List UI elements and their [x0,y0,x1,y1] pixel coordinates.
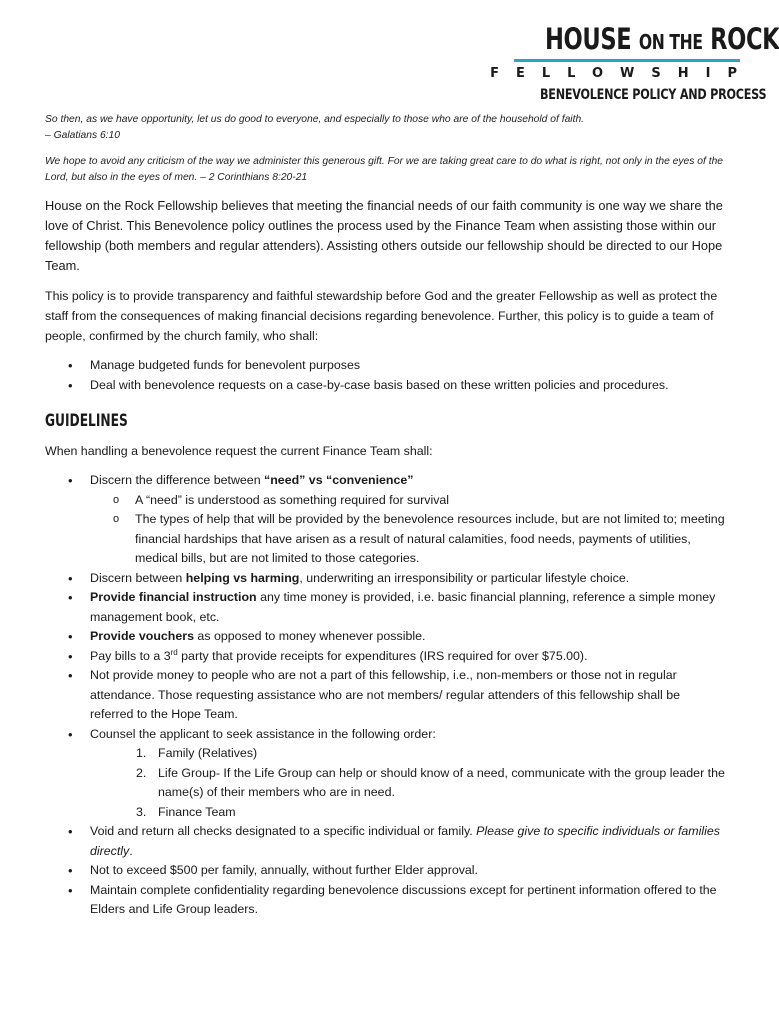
list-item: 2. Life Group- If the Life Group can help or should know of a need, communicate with the group leader the name(s) of their members who are in need. [136,765,725,799]
fellowship-logo [490,22,779,104]
list-item: • Not to exceed $500 per family, annually, without further Elder approval. [90,861,725,881]
list-item: • Manage budgeted funds for benevolent purposes [90,356,725,376]
list-item: o A “need” is understood as something required for survival [135,491,725,511]
scripture-galatians: So then, as we have opportunity, let us do good to everyone, and especially to those who are of the household of faith. – Galatians 6:10 [45,114,585,141]
list-item: 1. Family (Relatives) [136,746,258,760]
list-item: • Discern the difference between “need” vs “convenience” o A “need” is understood as something required for survival o The types of help that will be provided by the benevolence resources include, but are not limited to; meeting financial hardships that have arisen as a result of natural calamities, food needs, payments of utilities, medical bills, but are not limited to those categories. [90,471,725,569]
list-item: 3. Finance Team [136,804,236,819]
policy-purpose-paragraph: This policy is to provide transparency and faithful stewardship before God and the greater Fellowship as well as protect the staff from the consequences of making financial decisions regarding benevolence. Further, this policy is to guide a team of people, confirmed by the church family, who shall: [45,289,718,343]
list-item: • Pay bills to a 3rd party that provide receipts for expenditures (IRS required for over $75.00). [90,647,725,667]
logo-subtitle: FELLOWSHIP [490,66,754,81]
need-definition-list [90,491,725,569]
guidelines-list [45,471,725,920]
document-body [45,112,725,934]
scripture-corinthians: We hope to avoid any criticism of the way we administer this generous gift. For we are taking great care to do what is right, not only in the eyes of the Lord, but also in the eyes of men. – 2 Corinthians 8:20-21 [45,156,724,183]
guidelines-heading: GUIDELINES [45,411,128,431]
logo-accent-rule [514,59,740,62]
list-item: • Not provide money to people who are not a part of this fellowship, i.e., non-members or those not in regular attendance. Those requesting assistance who are not members/ regular attenders of this fellowship shall be referred to the Hope Team. [90,666,725,725]
list-item: • Void and return all checks designated to a specific individual or family. Please give to specific individuals or families directly. [90,822,725,861]
list-item: • Provide financial instruction any time money is provided, i.e. basic financial planning, reference a simple money management book, etc. [90,588,725,627]
list-item: • Deal with benevolence requests on a case-by-case basis based on these written policies and procedures. [90,376,725,396]
list-item: • Counsel the applicant to seek assistance in the following order: 1. Family (Relatives) 2. Life Group- If the Life Group can help or should know of a need, communicate with the group leader the name(s) of their members who are in need. 3. Finance Team [90,725,725,823]
list-item: • Discern between helping vs harming, underwriting an irresponsibility or particular lifestyle choice. [90,569,725,589]
intro-paragraph: House on the Rock Fellowship believes that meeting the financial needs of our faith community is one way we share the love of Christ. This Benevolence policy outlines the process used by the Finance Team when assisting those within our fellowship (both members and regular attenders). Assisting others outside our fellowship should be directed to our Hope Team. [45,198,723,273]
guidelines-lead: When handling a benevolence request the current Finance Team shall: [45,444,433,458]
assistance-order-list [90,744,725,822]
list-item: • Maintain complete confidentiality regarding benevolence discussions except for pertinent information offered to the Elders and Life Group leaders. [90,881,725,920]
list-item: • Provide vouchers as opposed to money whenever possible. [90,627,725,647]
team-duties-list [45,356,725,395]
list-item: o The types of help that will be provided by the benevolence resources include, but are not limited to; meeting financial hardships that have arisen as a result of natural calamities, food needs, payments of utilities, medical bills, but are not limited to those categories. [135,510,725,569]
logo-title: HOUSE ON THE ROCK [545,22,779,56]
document-title: BENEVOLENCE POLICY AND PROCESS [540,87,767,103]
